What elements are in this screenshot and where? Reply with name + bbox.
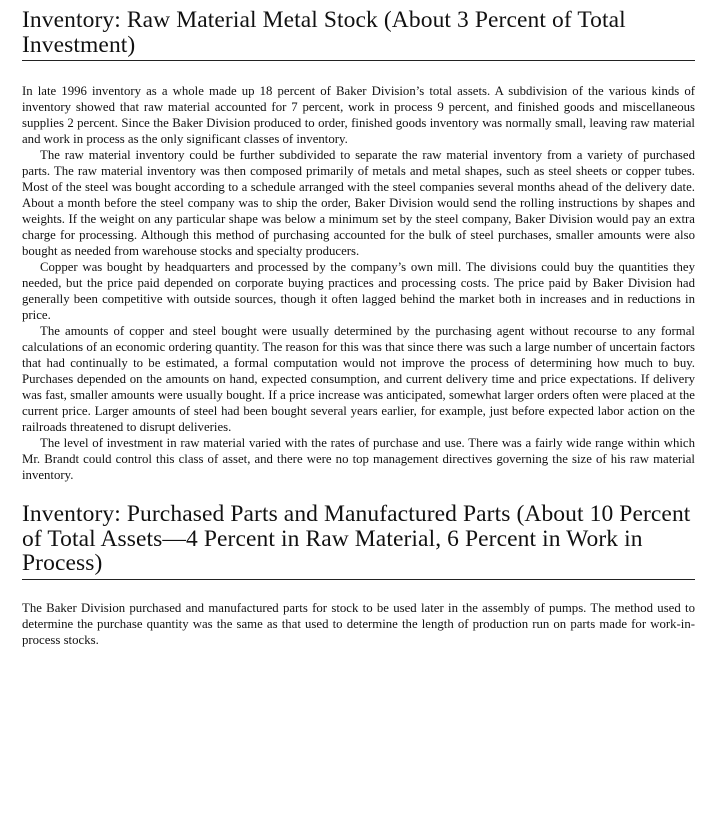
- section-body-raw-material: [22, 83, 695, 483]
- paragraph: The amounts of copper and steel bought were usually determined by the purchasing agent without recourse to any formal calculations of an economic ordering quantity. The reason for this was that since there was such a large number of uncertain factors that had continually to be estimated, a formal computation would not improve the process of determining how much to buy. Purchases depended on the amounts on hand, expected consumption, and current delivery time and price expectations. If delivery was fast, smaller amounts were usually bought. If a price increase was anticipated, somewhat larger orders often were placed at the current price. Larger amounts of steel had been bought several years earlier, for example, just before expected labor action on the railroads threatened to disrupt deliveries.: [22, 324, 695, 434]
- paragraph: The Baker Division purchased and manufactured parts for stock to be used later in the assembly of pumps. The method used to determine the purchase quantity was the same as that used to determine the length of production run on parts made for work-in-process stocks.: [22, 600, 695, 647]
- section-heading-purchased-parts: Inventory: Purchased Parts and Manufactured Parts (About 10 Percent of Total Assets—4 Percent in Raw Material, 6 Percent in Work in Process): [22, 502, 695, 580]
- paragraph: Copper was bought by headquarters and processed by the company’s own mill. The divisions could buy the quantities they needed, but the price paid depended on corporate buying practices and processing costs. The price paid by Baker Division had generally been competitive with outside sources, though it often lagged behind the market both in increases and in reductions in price.: [22, 260, 695, 322]
- section-raw-material-metal-stock: [22, 8, 695, 483]
- paragraph: The level of investment in raw material varied with the rates of purchase and use. There was a fairly wide range within which Mr. Brandt could control this class of asset, and there were no top management directives governing the size of his raw material inventory.: [22, 436, 695, 482]
- paragraph: The raw material inventory could be further subdivided to separate the raw material inventory from a variety of purchased parts. The raw material inventory was then composed primarily of metals and metal shapes, such as steel sheets or copper tubes. Most of the steel was bought according to a schedule arranged with the steel companies several months ahead of the delivery date. About a month before the steel company was to ship the order, Baker Division would send the rolling instructions by shapes and weights. If the weight on any particular shape was below a minimum set by the steel company, Baker Division would pay an extra charge for processing. Although this method of purchasing accounted for the bulk of steel purchases, smaller amounts were also bought as needed from warehouse stocks and specialty producers.: [22, 148, 695, 258]
- section-heading-raw-material: Inventory: Raw Material Metal Stock (About 3 Percent of Total Investment): [22, 8, 695, 61]
- paragraph: In late 1996 inventory as a whole made up 18 percent of Baker Division’s total assets. A subdivision of the various kinds of inventory showed that raw material accounted for 7 percent, work in process 9 percent, and finished goods and miscellaneous supplies 2 percent. Since the Baker Division produced to order, finished goods inventory was normally small, leaving raw material and work in process as the only significant classes of inventory.: [22, 84, 695, 146]
- section-body-purchased-parts: [22, 600, 695, 648]
- section-purchased-manufactured-parts: [22, 502, 695, 648]
- document-page: [22, 8, 695, 648]
